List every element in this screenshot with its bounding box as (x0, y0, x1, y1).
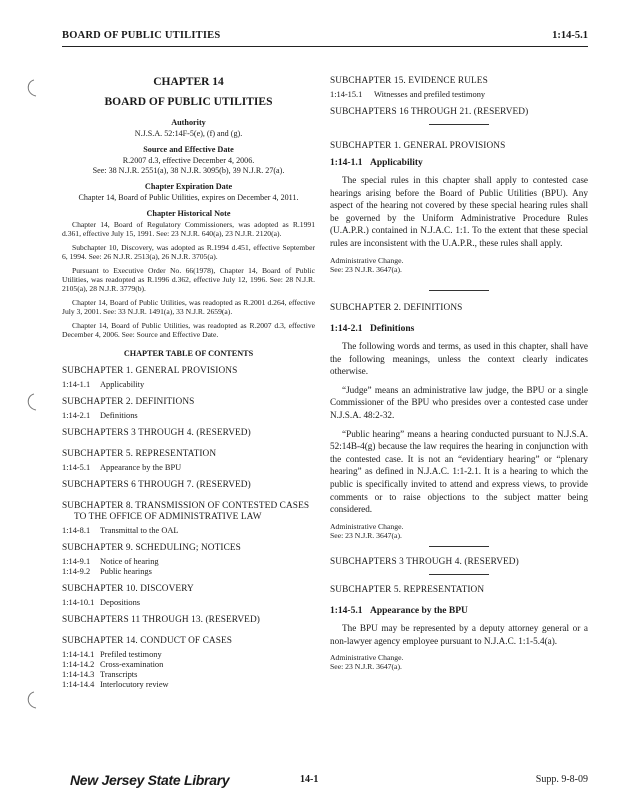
toc-entry-number: 1:14-9.2 (62, 567, 91, 577)
history-note: Chapter 14, Board of Regulatory Commissioners, was adopted as R.1991 d.361, effective July 15, 1991. See: 23 N.J.R. 640(a), 23 N.J.R. 2120(a). (62, 220, 315, 239)
history-note: Chapter 14, Board of Public Utilities, was readopted as R.2001 d.264, effective July 3, 2001. See: 33 N.J.R. 1491(a), 33 N.J.R. 2659(a). (62, 297, 315, 317)
history-text: Administrative Change. (330, 521, 404, 531)
left-column (62, 76, 315, 690)
toc-entry (62, 650, 315, 660)
toc-subchapter: SUBCHAPTER 8. TRANSMISSION OF CONTESTED CASES TO THE OFFICE OF ADMINISTRATIVE LAW (62, 501, 310, 523)
toc-entry (62, 411, 315, 421)
authority-text: N.J.S.A. 52:14F-5(e), (f) and (g). (134, 129, 243, 138)
toc-entry-title: Transcripts (100, 670, 138, 680)
toc-entry-title: Notice of hearing (100, 557, 159, 567)
toc-entry-number: 1:14-14.4 (62, 680, 95, 690)
toc-heading: CHAPTER TABLE OF CONTENTS (123, 349, 254, 359)
toc-subchapter: SUBCHAPTER 10. DISCOVERY (62, 584, 194, 595)
right-column (330, 76, 588, 688)
history-citation: See: 23 N.J.R. 3647(a). (330, 662, 402, 672)
chapter-name: BOARD OF PUBLIC UTILITIES (104, 96, 273, 108)
source-citations: See: 38 N.J.R. 2551(a), 38 N.J.R. 3095(b), 39 N.J.R. 27(a). (92, 166, 285, 175)
section-title: Definitions (370, 323, 415, 334)
toc-entry-title: Depositions (100, 598, 141, 608)
section-divider (429, 290, 489, 291)
section-heading (330, 324, 588, 334)
section-heading (330, 158, 588, 168)
toc-subchapter: SUBCHAPTER 1. GENERAL PROVISIONS (62, 366, 238, 377)
toc-entry (62, 670, 315, 680)
subchapter-title: SUBCHAPTER 1. GENERAL PROVISIONS (330, 141, 506, 151)
margin-bracket-icon (22, 78, 38, 98)
section-divider (429, 124, 489, 125)
section-number: 1:14-1.1 (330, 158, 363, 168)
supplement-date: Supp. 9-8-09 (535, 774, 588, 785)
expiration-heading: Chapter Expiration Date (144, 182, 233, 191)
toc-entry-title: Definitions (100, 411, 138, 421)
toc-entry-number: 1:14-1.1 (62, 380, 91, 390)
toc-entry-title: Public hearings (100, 567, 152, 577)
toc-subchapter: SUBCHAPTER 2. DEFINITIONS (62, 397, 195, 408)
page-number: 14-1 (300, 774, 319, 785)
toc-entry-number: 1:14-5.1 (62, 463, 91, 473)
toc-subchapter: SUBCHAPTER 15. EVIDENCE RULES (330, 76, 488, 86)
section-title: Appearance by the BPU (370, 606, 468, 617)
toc-subchapter: SUBCHAPTERS 16 THROUGH 21. (RESERVED) (330, 107, 529, 117)
toc-entry (62, 463, 315, 473)
toc-entry-title: Interlocutory review (100, 680, 169, 690)
header-section-number: 1:14-5.1 (552, 30, 588, 41)
toc-entry-number: 1:14-10.1 (62, 598, 95, 608)
history-citation: See: 23 N.J.R. 3647(a). (330, 530, 402, 540)
toc-entry (62, 526, 315, 536)
source-text: R.2007 d.3, effective December 4, 2006. (122, 156, 255, 165)
toc-entry-title: Applicability (100, 380, 145, 390)
history-note: Pursuant to Executive Order No. 66(1978), Chapter 14, Board of Public Utilities, was readopted as R.1996 d.362, effective July 12, 1996. See: 28 N.J.R. 2105(a), 28 N.J.R. 3779(b). (62, 265, 315, 294)
margin-bracket-icon (22, 392, 38, 412)
toc-entry-number: 1:14-14.1 (62, 650, 95, 660)
toc-entry-title: Appearance by the BPU (100, 463, 182, 473)
toc-entry (62, 680, 315, 690)
section-text: The following words and terms, as used in this chapter, shall have the following meanings, unless the context clearly indicates otherwise. (330, 340, 588, 377)
toc-subchapter: SUBCHAPTERS 6 THROUGH 7. (RESERVED) (62, 480, 251, 491)
history-heading: Chapter Historical Note (146, 209, 231, 218)
toc-entry-number: 1:14-9.1 (62, 557, 91, 567)
history-text: Administrative Change. (330, 653, 404, 663)
section-text: “Judge” means an administrative law judge, the BPU or a single Commissioner of the BPU who presides over a contested case under N.J.S.A. 48:2-32. (330, 384, 588, 420)
toc-entry (62, 557, 315, 567)
toc-entry-title: Cross-examination (100, 660, 164, 670)
section-number: 1:14-5.1 (330, 606, 363, 617)
chapter-number: CHAPTER 14 (153, 76, 224, 88)
section-divider (429, 546, 489, 547)
expiration-text: Chapter 14, Board of Public Utilities, expires on December 4, 2011. (78, 193, 299, 202)
toc-entry-number: 1:14-14.2 (62, 660, 95, 670)
authority-heading: Authority (171, 118, 206, 127)
source-heading: Source and Effective Date (143, 145, 234, 154)
history-note: Chapter 14, Board of Public Utilities, was readopted as R.2007 d.3, effective December 4, 2006. See: Source and Effective Date. (62, 320, 315, 340)
running-header (62, 30, 588, 47)
toc-entry-number: 1:14-14.3 (62, 670, 95, 680)
toc-entry (62, 380, 315, 390)
toc-entry (62, 567, 315, 577)
section-text: “Public hearing” means a hearing conducted pursuant to N.J.S.A. 52:14B-4(g) because the law requires the hearing in conjunction with the contested case. It is not an “evidentiary hearing” or “plenary hearing” as defined in N.J.A.C. 1:1-2.1. It is a hearing to which the public is specifically invited to attend and express views, to provide comments or to raise objections to the subject matter being considered. (330, 428, 588, 515)
toc-entry (330, 90, 588, 100)
toc-entry-number: 1:14-8.1 (62, 526, 91, 536)
toc-entry-title: Transmittal to the OAL (100, 526, 179, 536)
section-title: Applicability (370, 158, 423, 168)
toc-entry (62, 660, 315, 670)
toc-entry-number: 1:14-15.1 (330, 90, 363, 99)
toc-subchapter: SUBCHAPTER 9. SCHEDULING; NOTICES (62, 543, 241, 554)
toc-subchapter: SUBCHAPTERS 11 THROUGH 13. (RESERVED) (62, 615, 260, 626)
subchapter-title: SUBCHAPTER 5. REPRESENTATION (330, 585, 485, 596)
section-divider (429, 574, 489, 575)
section-text: The special rules in this chapter shall apply to contested case hearings arising before the Board of Public Utilities (BPU). Any aspect of the hearing not covered by these special hearing rules shall be governed by the Uniform Administrative Procedure Rules (U.A.P.R.) contained in N.J.A.C. 1:1. To the extent that these special rules are inconsistent with the U.A.P.R., these rules shall apply. (330, 175, 588, 248)
history-citation: See: 23 N.J.R. 3647(a). (330, 264, 402, 274)
margin-bracket-icon (22, 690, 38, 710)
subchapter-title: SUBCHAPTERS 3 THROUGH 4. (RESERVED) (330, 557, 519, 568)
toc-subchapter: SUBCHAPTERS 3 THROUGH 4. (RESERVED) (62, 428, 251, 439)
toc-entry-title: Prefiled testimony (100, 650, 162, 660)
toc-entry-number: 1:14-2.1 (62, 411, 91, 421)
subchapter-title: SUBCHAPTER 2. DEFINITIONS (330, 302, 463, 313)
history-text: Administrative Change. (330, 255, 404, 265)
section-number: 1:14-2.1 (330, 323, 363, 334)
toc-subchapter: SUBCHAPTER 5. REPRESENTATION (62, 449, 217, 460)
history-note: Subchapter 10, Discovery, was adopted as R.1994 d.451, effective September 6, 1994. See: 26 N.J.R. 2513(a), 26 N.J.R. 3705(a). (62, 242, 315, 262)
toc-subchapter: SUBCHAPTER 14. CONDUCT OF CASES (62, 636, 233, 647)
section-text: The BPU may be represented by a deputy attorney general or a non-lawyer agency employee pursuant to N.J.A.C. 1:1-5.4(a). (330, 623, 588, 646)
header-title: BOARD OF PUBLIC UTILITIES (62, 30, 221, 41)
section-heading (330, 606, 588, 616)
toc-entry (62, 598, 315, 608)
toc-entry-title: Witnesses and prefiled testimony (374, 90, 486, 99)
library-watermark-logo: New Jersey State Library (70, 772, 230, 788)
